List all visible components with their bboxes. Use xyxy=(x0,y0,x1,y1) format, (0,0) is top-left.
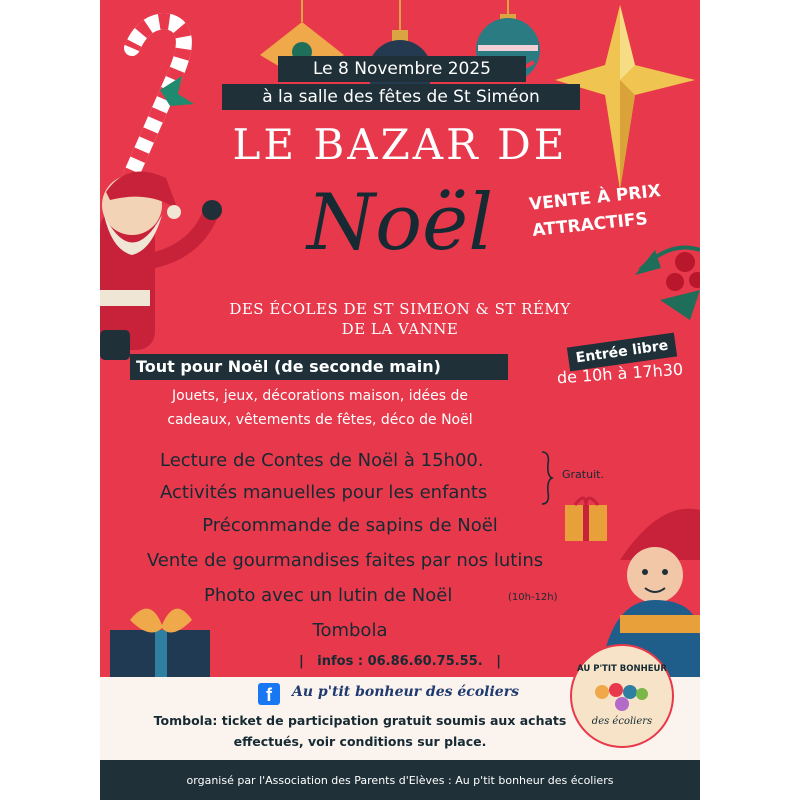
schools-line1: DES ÉCOLES DE ST SIMEON & ST RÉMY xyxy=(229,300,571,318)
logo-bottom-text: des écoliers xyxy=(591,716,653,727)
gift-icon xyxy=(565,498,607,541)
entry-label: Entrée libre xyxy=(567,333,677,372)
facebook-page-link[interactable]: Au p'tit bonheur des écoliers xyxy=(292,684,519,700)
activity-item: Photo avec un lutin de Noël xyxy=(204,585,453,606)
brace-icon xyxy=(540,450,554,506)
event-date: Le 8 Novembre 2025 xyxy=(278,56,526,82)
activity-item: Vente de gourmandises faites par nos lutins xyxy=(146,550,544,571)
title-line2: Noël xyxy=(306,178,494,268)
schools-line2: DE LA VANNE xyxy=(341,320,459,338)
tombola-note-line1: Tombola: ticket de participation gratuit soumis aux achats xyxy=(153,713,567,728)
holly-icon xyxy=(635,248,700,321)
offer-line2: cadeaux, vêtements de fêtes, déco de Noël xyxy=(167,412,473,428)
tagline-line2: ATTRACTIFS xyxy=(531,208,649,242)
activity-item: Activités manuelles pour les enfants xyxy=(160,482,488,503)
offer-heading: Tout pour Noël (de seconde main) xyxy=(130,354,508,380)
activity-item: Précommande de sapins de Noël xyxy=(202,515,498,536)
offer-line1: Jouets, jeux, décorations maison, idées de xyxy=(171,388,469,404)
free-note: Gratuit. xyxy=(562,468,604,481)
entry-hours: de 10h à 17h30 xyxy=(556,359,684,388)
tagline-line1: VENTE À PRIX xyxy=(528,181,662,215)
poster xyxy=(100,0,700,800)
activity-item: Tombola xyxy=(312,620,388,641)
santa-icon xyxy=(100,172,222,360)
logo-top-text: AU P'TIT BONHEUR xyxy=(577,664,667,674)
event-venue: à la salle des fêtes de St Siméon xyxy=(222,84,580,110)
gift-icon xyxy=(110,609,210,677)
facebook-icon[interactable]: f xyxy=(258,683,280,705)
title-line1: LE BAZAR DE xyxy=(232,120,568,169)
logo xyxy=(570,644,674,748)
footer-text: organisé par l'Association des Parents d'Elèves : Au p'tit bonheur des écoliers xyxy=(186,774,614,787)
contact-info: | infos : 06.86.60.75.55. | xyxy=(298,654,502,669)
tombola-note-line2: effectués, voir conditions sur place. xyxy=(233,734,487,749)
activity-item: Lecture de Contes de Noël à 15h00. xyxy=(160,450,484,471)
photo-hours: (10h-12h) xyxy=(508,592,558,603)
children-icon xyxy=(594,680,650,714)
